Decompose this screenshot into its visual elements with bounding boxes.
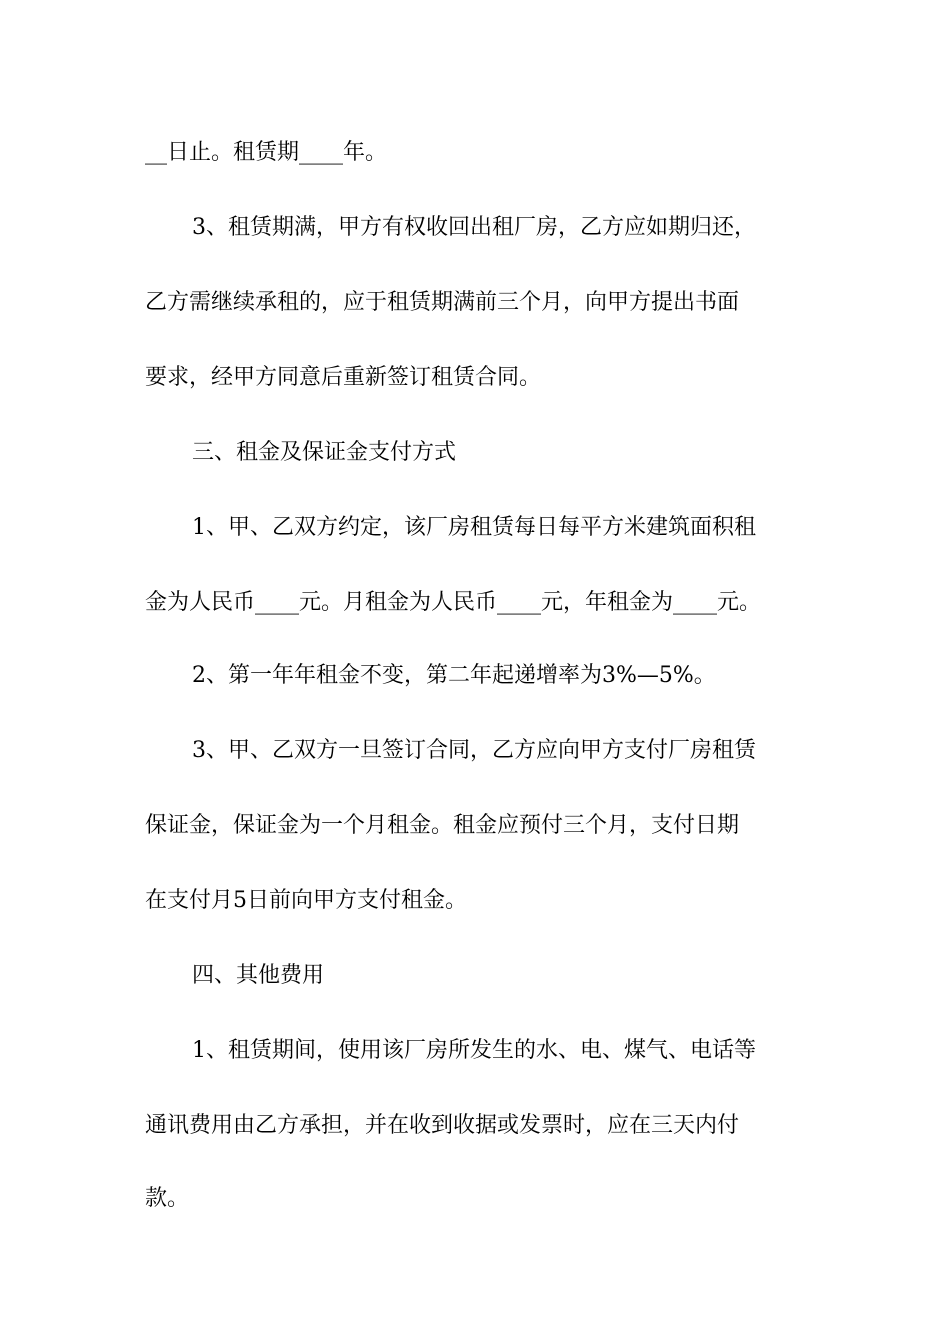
text-line: 金为人民币____元。月租金为人民币____元，年租金为____元。 (145, 590, 762, 615)
text-line: 1、甲、乙双方约定，该厂房租赁每日每平方米建筑面积租 (192, 515, 756, 540)
text-line: 3、甲、乙双方一旦签订合同，乙方应向甲方支付厂房租赁 (192, 738, 756, 763)
text-line: 要求，经甲方同意后重新签订租赁合同。 (145, 365, 542, 390)
section-heading: 四、其他费用 (192, 963, 325, 988)
text-line: 2、第一年年租金不变，第二年起递增率为3%—5%。 (192, 663, 716, 688)
section-heading: 三、租金及保证金支付方式 (192, 440, 457, 465)
text-line: 款。 (145, 1186, 190, 1211)
text-line: 在支付月5日前向甲方支付租金。 (145, 888, 467, 913)
text-line: 乙方需继续承租的，应于租赁期满前三个月，向甲方提出书面 (145, 290, 740, 315)
text-line: 3、租赁期满，甲方有权收回出租厂房，乙方应如期归还， (192, 215, 756, 240)
text-line: 保证金，保证金为一个月租金。租金应预付三个月，支付日期 (145, 813, 740, 838)
text-line: __日止。租赁期____年。 (145, 140, 388, 165)
text-line: 通讯费用由乙方承担，并在收到收据或发票时，应在三天内付 (145, 1113, 740, 1138)
text-line: 1、租赁期间，使用该厂房所发生的水、电、煤气、电话等 (192, 1038, 756, 1063)
